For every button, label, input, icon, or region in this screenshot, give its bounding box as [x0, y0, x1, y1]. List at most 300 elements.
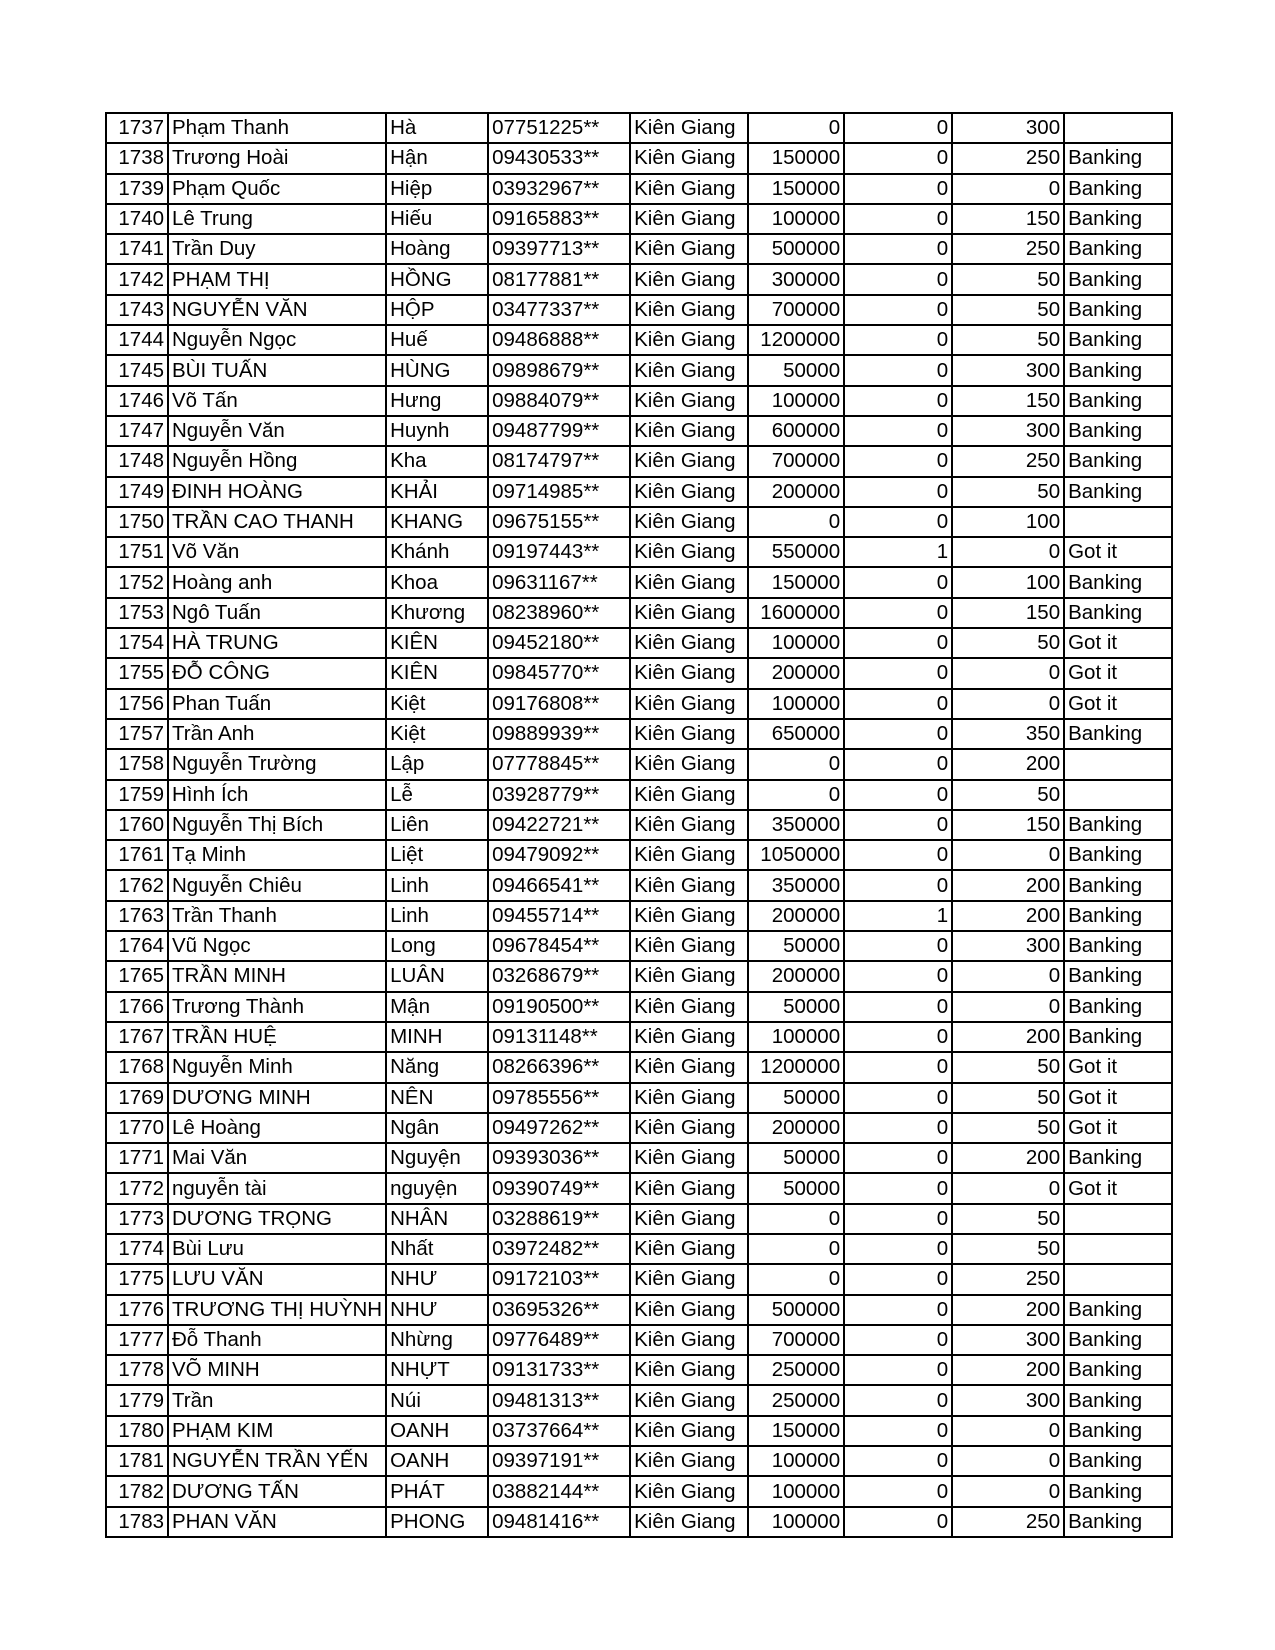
cell-count: 0	[844, 1507, 952, 1537]
cell-amount: 300000	[748, 264, 844, 294]
cell-method	[1064, 507, 1172, 537]
cell-row-number: 1758	[106, 749, 168, 779]
cell-points: 50	[952, 264, 1064, 294]
cell-amount: 550000	[748, 537, 844, 567]
table-row	[106, 689, 1172, 719]
cell-method: Banking	[1064, 234, 1172, 264]
cell-surname-given: PHẠM THỊ	[168, 264, 386, 294]
cell-method: Banking	[1064, 719, 1172, 749]
cell-phone: 09131148**	[488, 1022, 630, 1052]
cell-count: 0	[844, 1385, 952, 1415]
cell-first-name: Long	[386, 931, 488, 961]
cell-points: 150	[952, 598, 1064, 628]
cell-amount: 1200000	[748, 325, 844, 355]
cell-amount: 200000	[748, 658, 844, 688]
cell-points: 350	[952, 719, 1064, 749]
cell-province: Kiên Giang	[630, 1355, 748, 1385]
cell-phone: 03695326**	[488, 1295, 630, 1325]
cell-surname-given: ĐINH HOÀNG	[168, 477, 386, 507]
cell-surname-given: Ngô Tuấn	[168, 598, 386, 628]
cell-points: 0	[952, 174, 1064, 204]
cell-province: Kiên Giang	[630, 1446, 748, 1476]
cell-amount: 500000	[748, 1295, 844, 1325]
cell-amount: 150000	[748, 1416, 844, 1446]
cell-method: Banking	[1064, 840, 1172, 870]
cell-method: Banking	[1064, 567, 1172, 597]
cell-phone: 09898679**	[488, 355, 630, 385]
cell-province: Kiên Giang	[630, 204, 748, 234]
cell-phone: 09497262**	[488, 1113, 630, 1143]
cell-province: Kiên Giang	[630, 174, 748, 204]
cell-phone: 07778845**	[488, 749, 630, 779]
cell-points: 50	[952, 780, 1064, 810]
table-row	[106, 143, 1172, 173]
cell-points: 300	[952, 931, 1064, 961]
cell-points: 50	[952, 295, 1064, 325]
table-row	[106, 507, 1172, 537]
cell-method: Banking	[1064, 1507, 1172, 1537]
cell-phone: 09422721**	[488, 810, 630, 840]
cell-surname-given: Hình Ích	[168, 780, 386, 810]
cell-surname-given: Phạm Quốc	[168, 174, 386, 204]
table-row	[106, 1052, 1172, 1082]
cell-phone: 09393036**	[488, 1143, 630, 1173]
cell-row-number: 1748	[106, 446, 168, 476]
cell-count: 0	[844, 780, 952, 810]
cell-first-name: Khoa	[386, 567, 488, 597]
cell-phone: 03737664**	[488, 1416, 630, 1446]
cell-amount: 200000	[748, 1113, 844, 1143]
cell-row-number: 1754	[106, 628, 168, 658]
table-row	[106, 1416, 1172, 1446]
cell-points: 200	[952, 1143, 1064, 1173]
cell-amount: 0	[748, 780, 844, 810]
cell-method	[1064, 780, 1172, 810]
cell-amount: 1600000	[748, 598, 844, 628]
table-row	[106, 386, 1172, 416]
cell-province: Kiên Giang	[630, 1264, 748, 1294]
table-row	[106, 931, 1172, 961]
cell-row-number: 1749	[106, 477, 168, 507]
cell-amount: 150000	[748, 143, 844, 173]
cell-row-number: 1770	[106, 1113, 168, 1143]
cell-points: 50	[952, 1204, 1064, 1234]
cell-phone: 09481416**	[488, 1507, 630, 1537]
cell-method: Banking	[1064, 1295, 1172, 1325]
cell-first-name: MINH	[386, 1022, 488, 1052]
cell-province: Kiên Giang	[630, 810, 748, 840]
cell-amount: 250000	[748, 1355, 844, 1385]
cell-province: Kiên Giang	[630, 780, 748, 810]
cell-count: 0	[844, 810, 952, 840]
cell-first-name: KHẢI	[386, 477, 488, 507]
cell-first-name: Linh	[386, 870, 488, 900]
cell-surname-given: DƯƠNG TẤN	[168, 1476, 386, 1506]
cell-method: Got it	[1064, 628, 1172, 658]
cell-surname-given: NGUYỄN TRẦN YẾN	[168, 1446, 386, 1476]
cell-count: 0	[844, 689, 952, 719]
cell-surname-given: Võ Tấn	[168, 386, 386, 416]
cell-row-number: 1744	[106, 325, 168, 355]
cell-count: 0	[844, 234, 952, 264]
cell-surname-given: VÕ MINH	[168, 1355, 386, 1385]
cell-count: 0	[844, 113, 952, 143]
cell-surname-given: BÙI TUẤN	[168, 355, 386, 385]
cell-province: Kiên Giang	[630, 840, 748, 870]
cell-phone: 09487799**	[488, 416, 630, 446]
cell-phone: 09452180**	[488, 628, 630, 658]
cell-count: 1	[844, 901, 952, 931]
cell-surname-given: Nguyễn Minh	[168, 1052, 386, 1082]
cell-method: Banking	[1064, 143, 1172, 173]
cell-first-name: Nhất	[386, 1234, 488, 1264]
table-row	[106, 264, 1172, 294]
cell-count: 0	[844, 1295, 952, 1325]
cell-method: Banking	[1064, 446, 1172, 476]
cell-province: Kiên Giang	[630, 628, 748, 658]
cell-row-number: 1739	[106, 174, 168, 204]
table-row	[106, 416, 1172, 446]
cell-method: Got it	[1064, 537, 1172, 567]
cell-first-name: Hiếu	[386, 204, 488, 234]
cell-surname-given: PHAN VĂN	[168, 1507, 386, 1537]
cell-row-number: 1740	[106, 204, 168, 234]
cell-surname-given: Lê Trung	[168, 204, 386, 234]
cell-method: Got it	[1064, 658, 1172, 688]
cell-amount: 100000	[748, 1507, 844, 1537]
table-row	[106, 1022, 1172, 1052]
cell-points: 200	[952, 1022, 1064, 1052]
cell-amount: 100000	[748, 204, 844, 234]
cell-amount: 250000	[748, 1385, 844, 1415]
cell-row-number: 1746	[106, 386, 168, 416]
cell-method	[1064, 113, 1172, 143]
cell-first-name: Mận	[386, 992, 488, 1022]
cell-points: 200	[952, 1355, 1064, 1385]
cell-surname-given: DƯƠNG MINH	[168, 1083, 386, 1113]
cell-count: 0	[844, 507, 952, 537]
cell-phone: 09397191**	[488, 1446, 630, 1476]
cell-method: Banking	[1064, 992, 1172, 1022]
cell-amount: 1200000	[748, 1052, 844, 1082]
cell-row-number: 1779	[106, 1385, 168, 1415]
cell-phone: 08238960**	[488, 598, 630, 628]
cell-surname-given: Bùi Lưu	[168, 1234, 386, 1264]
cell-row-number: 1757	[106, 719, 168, 749]
table-row	[106, 780, 1172, 810]
cell-points: 50	[952, 325, 1064, 355]
cell-count: 0	[844, 658, 952, 688]
table-row	[106, 1446, 1172, 1476]
cell-phone: 09675155**	[488, 507, 630, 537]
cell-points: 50	[952, 1052, 1064, 1082]
cell-phone: 03288619**	[488, 1204, 630, 1234]
cell-points: 200	[952, 1295, 1064, 1325]
cell-surname-given: Phan Tuấn	[168, 689, 386, 719]
cell-points: 100	[952, 507, 1064, 537]
cell-surname-given: TRƯƠNG THỊ HUỲNH	[168, 1295, 386, 1325]
cell-points: 300	[952, 355, 1064, 385]
cell-surname-given: Mai Văn	[168, 1143, 386, 1173]
cell-row-number: 1764	[106, 931, 168, 961]
cell-points: 150	[952, 386, 1064, 416]
cell-phone: 09714985**	[488, 477, 630, 507]
cell-amount: 350000	[748, 870, 844, 900]
cell-row-number: 1780	[106, 1416, 168, 1446]
cell-points: 100	[952, 567, 1064, 597]
cell-count: 0	[844, 1113, 952, 1143]
cell-amount: 50000	[748, 1083, 844, 1113]
cell-row-number: 1783	[106, 1507, 168, 1537]
cell-count: 0	[844, 264, 952, 294]
cell-province: Kiên Giang	[630, 446, 748, 476]
cell-surname-given: ĐỖ CÔNG	[168, 658, 386, 688]
cell-count: 0	[844, 386, 952, 416]
cell-amount: 0	[748, 113, 844, 143]
table-row	[106, 1325, 1172, 1355]
cell-points: 0	[952, 1476, 1064, 1506]
cell-count: 0	[844, 204, 952, 234]
cell-first-name: Lễ	[386, 780, 488, 810]
cell-surname-given: Nguyễn Trường	[168, 749, 386, 779]
cell-method	[1064, 1234, 1172, 1264]
cell-row-number: 1762	[106, 870, 168, 900]
cell-first-name: PHÁT	[386, 1476, 488, 1506]
cell-method: Got it	[1064, 1052, 1172, 1082]
table-row	[106, 204, 1172, 234]
cell-amount: 100000	[748, 1446, 844, 1476]
cell-row-number: 1773	[106, 1204, 168, 1234]
table-row	[106, 870, 1172, 900]
cell-amount: 150000	[748, 174, 844, 204]
cell-row-number: 1772	[106, 1173, 168, 1203]
cell-first-name: Khương	[386, 598, 488, 628]
cell-points: 50	[952, 477, 1064, 507]
cell-amount: 1050000	[748, 840, 844, 870]
cell-method: Banking	[1064, 810, 1172, 840]
cell-first-name: Linh	[386, 901, 488, 931]
cell-province: Kiên Giang	[630, 1385, 748, 1415]
cell-first-name: NHỰT	[386, 1355, 488, 1385]
cell-method: Banking	[1064, 870, 1172, 900]
cell-phone: 09481313**	[488, 1385, 630, 1415]
table-row	[106, 1173, 1172, 1203]
cell-province: Kiên Giang	[630, 1022, 748, 1052]
cell-first-name: LUÂN	[386, 961, 488, 991]
cell-count: 0	[844, 1204, 952, 1234]
cell-phone: 08266396**	[488, 1052, 630, 1082]
cell-points: 300	[952, 113, 1064, 143]
cell-surname-given: Nguyễn Ngọc	[168, 325, 386, 355]
cell-first-name: Hà	[386, 113, 488, 143]
cell-province: Kiên Giang	[630, 1204, 748, 1234]
cell-count: 0	[844, 1234, 952, 1264]
cell-row-number: 1774	[106, 1234, 168, 1264]
cell-province: Kiên Giang	[630, 931, 748, 961]
cell-province: Kiên Giang	[630, 1143, 748, 1173]
cell-method: Banking	[1064, 416, 1172, 446]
cell-count: 0	[844, 446, 952, 476]
cell-points: 0	[952, 992, 1064, 1022]
table-row	[106, 1355, 1172, 1385]
cell-method	[1064, 1264, 1172, 1294]
cell-phone: 09889939**	[488, 719, 630, 749]
cell-method	[1064, 749, 1172, 779]
cell-surname-given: LƯU VĂN	[168, 1264, 386, 1294]
cell-points: 0	[952, 658, 1064, 688]
cell-points: 50	[952, 1113, 1064, 1143]
cell-amount: 50000	[748, 992, 844, 1022]
cell-count: 0	[844, 1022, 952, 1052]
cell-surname-given: Đỗ Thanh	[168, 1325, 386, 1355]
cell-row-number: 1767	[106, 1022, 168, 1052]
cell-count: 0	[844, 355, 952, 385]
cell-count: 0	[844, 1143, 952, 1173]
cell-amount: 100000	[748, 1022, 844, 1052]
cell-phone: 03477337**	[488, 295, 630, 325]
cell-first-name: Liên	[386, 810, 488, 840]
cell-surname-given: TRẦN MINH	[168, 961, 386, 991]
cell-points: 150	[952, 204, 1064, 234]
cell-method: Banking	[1064, 1355, 1172, 1385]
cell-first-name: Huynh	[386, 416, 488, 446]
cell-row-number: 1777	[106, 1325, 168, 1355]
table-body	[106, 113, 1172, 1537]
cell-surname-given: Trần Duy	[168, 234, 386, 264]
cell-surname-given: Nguyễn Hồng	[168, 446, 386, 476]
cell-amount: 100000	[748, 1476, 844, 1506]
cell-amount: 0	[748, 507, 844, 537]
cell-first-name: Hoàng	[386, 234, 488, 264]
cell-method: Banking	[1064, 477, 1172, 507]
cell-method: Banking	[1064, 931, 1172, 961]
cell-province: Kiên Giang	[630, 719, 748, 749]
cell-phone: 09845770**	[488, 658, 630, 688]
cell-phone: 07751225**	[488, 113, 630, 143]
cell-method: Banking	[1064, 264, 1172, 294]
cell-phone: 09197443**	[488, 537, 630, 567]
cell-surname-given: PHẠM KIM	[168, 1416, 386, 1446]
cell-phone: 03972482**	[488, 1234, 630, 1264]
cell-first-name: HỘP	[386, 295, 488, 325]
cell-amount: 500000	[748, 234, 844, 264]
cell-row-number: 1778	[106, 1355, 168, 1385]
cell-surname-given: NGUYỄN VĂN	[168, 295, 386, 325]
cell-row-number: 1759	[106, 780, 168, 810]
cell-method: Banking	[1064, 1416, 1172, 1446]
table-row	[106, 1385, 1172, 1415]
cell-count: 0	[844, 1083, 952, 1113]
cell-phone: 09466541**	[488, 870, 630, 900]
cell-province: Kiên Giang	[630, 992, 748, 1022]
table-row	[106, 567, 1172, 597]
cell-surname-given: Võ Văn	[168, 537, 386, 567]
cell-phone: 08177881**	[488, 264, 630, 294]
table-row	[106, 749, 1172, 779]
cell-points: 250	[952, 446, 1064, 476]
cell-count: 0	[844, 174, 952, 204]
cell-amount: 600000	[748, 416, 844, 446]
cell-first-name: KIÊN	[386, 658, 488, 688]
cell-phone: 03268679**	[488, 961, 630, 991]
cell-amount: 50000	[748, 1173, 844, 1203]
cell-amount: 0	[748, 1234, 844, 1264]
cell-count: 0	[844, 1052, 952, 1082]
cell-points: 0	[952, 840, 1064, 870]
cell-amount: 200000	[748, 961, 844, 991]
cell-row-number: 1750	[106, 507, 168, 537]
table-row	[106, 1507, 1172, 1537]
cell-first-name: Huế	[386, 325, 488, 355]
cell-method: Banking	[1064, 355, 1172, 385]
table-row	[106, 810, 1172, 840]
table-row	[106, 1295, 1172, 1325]
cell-count: 0	[844, 992, 952, 1022]
cell-row-number: 1755	[106, 658, 168, 688]
cell-method: Got it	[1064, 1173, 1172, 1203]
cell-row-number: 1761	[106, 840, 168, 870]
table-row	[106, 992, 1172, 1022]
cell-surname-given: Trần	[168, 1385, 386, 1415]
cell-phone: 09176808**	[488, 689, 630, 719]
cell-row-number: 1766	[106, 992, 168, 1022]
cell-amount: 0	[748, 749, 844, 779]
cell-points: 0	[952, 1173, 1064, 1203]
cell-method: Banking	[1064, 961, 1172, 991]
cell-phone: 09131733**	[488, 1355, 630, 1385]
cell-points: 50	[952, 1083, 1064, 1113]
cell-method: Got it	[1064, 1083, 1172, 1113]
cell-points: 300	[952, 416, 1064, 446]
cell-count: 0	[844, 295, 952, 325]
table-row	[106, 1204, 1172, 1234]
table-row	[106, 446, 1172, 476]
cell-row-number: 1742	[106, 264, 168, 294]
cell-count: 0	[844, 1173, 952, 1203]
table-row	[106, 1476, 1172, 1506]
cell-count: 0	[844, 477, 952, 507]
cell-method: Banking	[1064, 174, 1172, 204]
cell-count: 0	[844, 598, 952, 628]
cell-row-number: 1737	[106, 113, 168, 143]
cell-count: 0	[844, 840, 952, 870]
cell-count: 0	[844, 1476, 952, 1506]
cell-points: 250	[952, 1264, 1064, 1294]
cell-first-name: Khánh	[386, 537, 488, 567]
cell-amount: 0	[748, 1204, 844, 1234]
cell-points: 300	[952, 1325, 1064, 1355]
cell-row-number: 1768	[106, 1052, 168, 1082]
cell-row-number: 1747	[106, 416, 168, 446]
cell-phone: 03928779**	[488, 780, 630, 810]
cell-province: Kiên Giang	[630, 234, 748, 264]
cell-amount: 100000	[748, 386, 844, 416]
cell-method: Banking	[1064, 1022, 1172, 1052]
cell-count: 0	[844, 567, 952, 597]
cell-first-name: KHANG	[386, 507, 488, 537]
cell-amount: 200000	[748, 901, 844, 931]
cell-row-number: 1738	[106, 143, 168, 173]
cell-first-name: Ngân	[386, 1113, 488, 1143]
cell-province: Kiên Giang	[630, 1295, 748, 1325]
cell-row-number: 1745	[106, 355, 168, 385]
cell-row-number: 1756	[106, 689, 168, 719]
cell-province: Kiên Giang	[630, 113, 748, 143]
cell-row-number: 1752	[106, 567, 168, 597]
cell-amount: 700000	[748, 1325, 844, 1355]
cell-first-name: Kiệt	[386, 689, 488, 719]
cell-surname-given: Phạm Thanh	[168, 113, 386, 143]
